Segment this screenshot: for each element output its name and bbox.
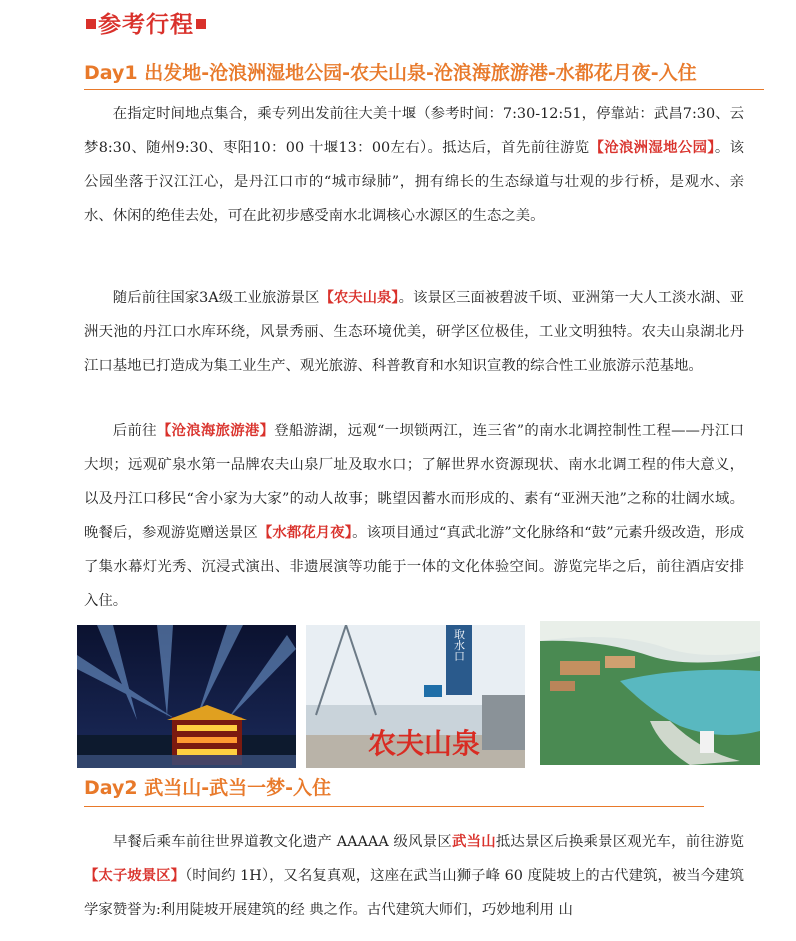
day2-title: Day2 武当山-武当一梦-入住 [84, 777, 332, 799]
sign-text: 农夫山泉 [368, 727, 481, 760]
highlight-nongfu: 【农夫山泉】 [319, 290, 399, 306]
day1-title: Day1 出发地-沧浪洲湿地公园-农夫山泉-沧浪海旅游港-水都花月夜-入住 [84, 62, 697, 84]
day1-paragraph-2: 随后前往国家3A级工业旅游景区【农夫山泉】。该景区三面被碧波千顷、亚洲第一大人工淡水湖、亚洲天池的丹江口水库环绕，风景秀丽、生态环境优美，研学区位极佳，工业文明独特。农夫山泉湖北丹江口基地已打造成为集工业生产、观光旅游、科普教育和水知识宣教的综合性工业旅游示范基地。 [84, 290, 744, 374]
day2-paragraph-1: 早餐后乘车前往世界道教文化遗产 AAAAA 级风景区武当山抵达景区后换乘景区观光车，前往游览【太子坡景区】（时间约 1H），又名复真观，这座在武当山狮子峰 60 度陡坡上的古代建筑，被当今建筑 学家赞誉为:利用陡坡开展建筑的经 典之作。古代建筑大师们，巧妙地利用 山 [84, 834, 744, 918]
square-bullet-icon [86, 19, 96, 29]
day1-paragraph-1: 在指定时间地点集合，乘专列出发前往大美十堰（参考时间：7:30-12:51，停靠站：武昌7:30、云梦8:30、随州9:30、枣阳10：00 十堰13：00左右）。抵达后，首先前往游览【沧浪洲湿地公园】。该公园坐落于汉江江心，是丹江口市的“城市绿肺”，拥有绵长的生态绿道与壮观的步行桥，是观水、亲水、休闲的绝佳去处，可在此初步感受南水北调核心水源区的生态之美。 [84, 106, 744, 224]
day1-paragraph-3: 后前往【沧浪海旅游港】登船游湖，远观“一坝锁两江，连三省”的南水北调控制性工程——丹江口大坝；远观矿泉水第一品牌农夫山泉厂址及取水口；了解世界水资源现状、南水北调工程的伟大意义，以及丹江口移民“舍小家为大家”的动人故事；眺望因蓄水而形成的、素有“亚洲天池”之称的壮阔水域。晚餐后，参观游览赠送景区【水都花月夜】。该项目通过“真武北游”文化脉络和“鼓”元素升级改造，形成了集水幕灯光秀、沉浸式演出、非遗展演等功能于一体的文化体验空间。游览完毕之后，前往酒店安排入住。 [84, 423, 744, 609]
highlight-canglanghai: 【沧浪海旅游港】 [156, 423, 275, 439]
highlight-shuidu: 【水都花月夜】 [257, 525, 353, 541]
highlight-wudangshan: 武当山 [451, 834, 496, 850]
day2-underline [84, 806, 704, 807]
highlight-canglangzhou: 【沧浪洲湿地公园】 [589, 140, 715, 156]
night-light-show-photo [77, 625, 296, 768]
day1-underline [84, 89, 764, 90]
section-title: 参考行程 [98, 12, 194, 38]
section-header [84, 8, 208, 42]
square-bullet-icon [196, 19, 206, 29]
nongfu-spring-sign-photo [306, 625, 525, 768]
water-intake-post-text: 取水口 [452, 628, 466, 662]
highlight-taizipo: 【太子坡景区】 [84, 868, 186, 884]
lake-aerial-photo [540, 621, 760, 765]
